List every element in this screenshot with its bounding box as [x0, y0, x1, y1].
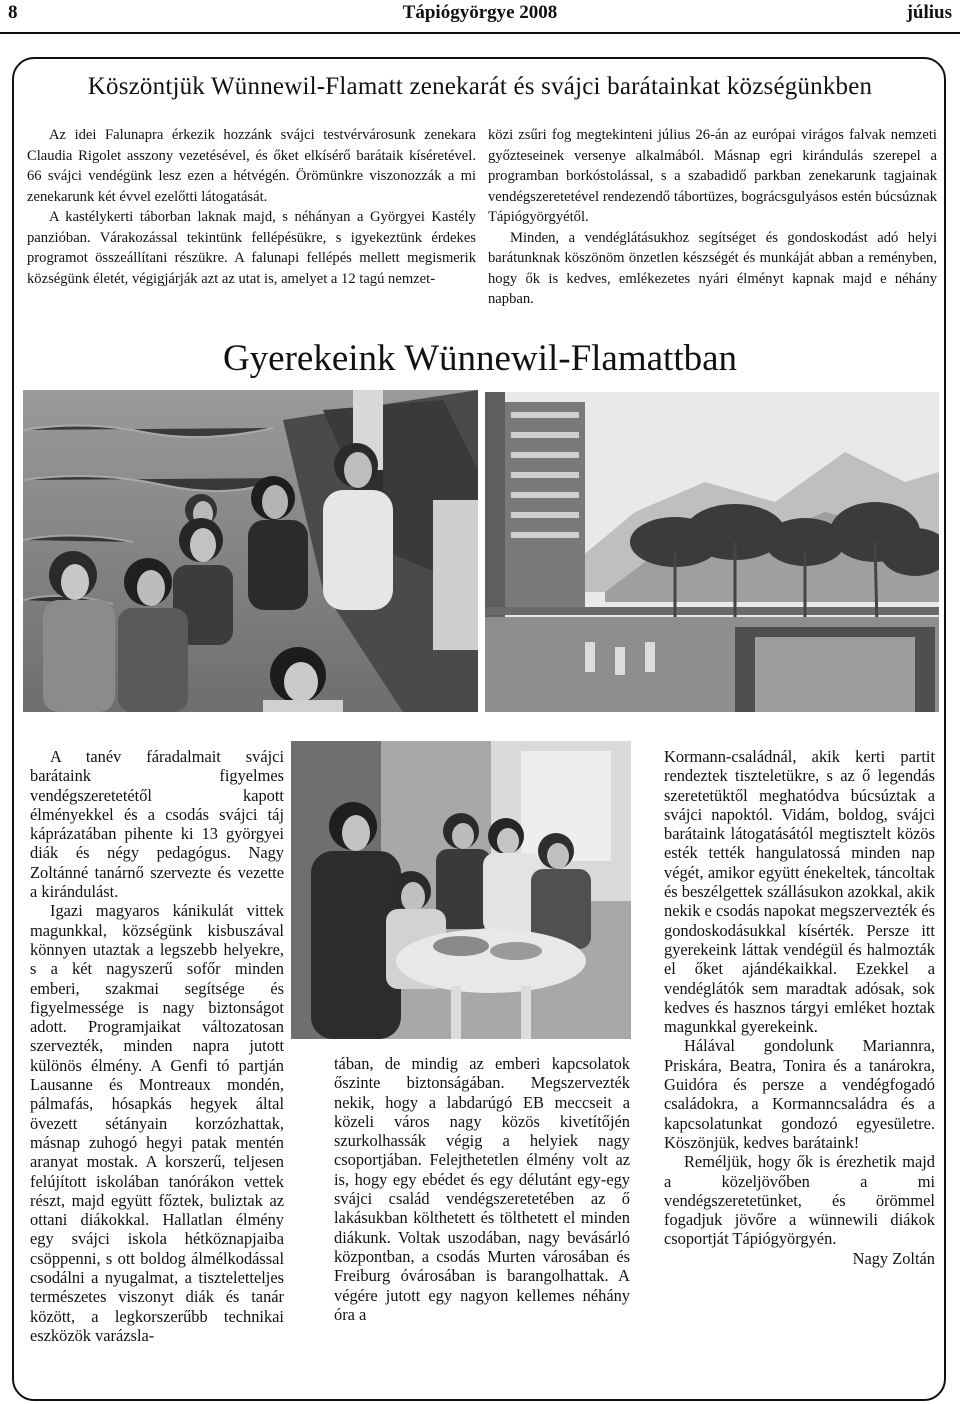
article2-title: Gyerekeink Wünnewil-Flamattban	[222, 338, 738, 379]
article2-column-2	[334, 1054, 630, 1324]
lakeside-town-palms-photo	[485, 392, 939, 712]
article1-paragraph: közi zsűri fog megtekinteni július 26-án az európai virágos falvak nemzeti győzteseinek versenye alkalmából. Másnap egri kirándulás szerepel a programban borkóstolással, s a szabadidő parkban zenekarunk tagjainak vendégszeretetével rendezendő tábortüzes, bográcsgulyásos estén búcsúznak Tápiógyörgyétől.	[488, 127, 937, 225]
article2-column-1	[30, 747, 284, 1345]
article2-paragraph: Hálával gondolunk Mariannra, Priskára, Beatra, Tonira és a tanárokra, Guidóra és persze a vendégfogadó családokra, a Kormanncsaládra és a kapcsolatunkat gondozó egyesületre. Köszönjük, kedves barátaink!	[664, 1036, 935, 1152]
header-rule	[0, 32, 960, 34]
article2-paragraph: tában, de mindig az emberi kapcsolatok őszinte biztonságában. Megszervezték nekik, hogy a labdarúgó EB meccseit a közeli város nagy közös kivetítőjén szurkolhassák végig a helyiek nagy csoportjában. Felejthetetlen élmény volt az is, hogy egy ebédet és egy délutánt egy-egy svájci család vendégszeretetében az ő lakásukban költhetett és tölthetett el minden diákunk. Voltak uszodában, nagy bevásárló központban, a csodás Murten városában és Freiburg óvárosában is barangolhattak. A végére jutott egy nagyon kellemes néhány óra a	[334, 1054, 630, 1324]
publication-title: Tápiógyörgye 2008	[402, 2, 558, 23]
article1-left-column	[27, 125, 476, 289]
article1-paragraph: A kastélykerti táborban laknak majd, s néhányan a Györgyei Kastély panzióban. Várakozással tekintünk fellépésükre, s igyekeztünk érdekes programot összeállítani részükre. A falunapi fellépés mellett megismerik községünk életét, végigjárják azt az utat is, amelyet a 12 tagú nemzet-	[27, 209, 476, 287]
page-number: 8	[8, 2, 18, 23]
page-header	[0, 0, 960, 32]
article2-column-3	[664, 747, 935, 1268]
students-at-table-photo	[291, 741, 631, 1039]
issue-month: július	[906, 2, 952, 23]
article1-right-column	[488, 125, 937, 310]
article1-paragraph: Minden, a vendéglátásukhoz segítséget és gondoskodást adó helyi barátunknak köszönöm önzetlen készségét és munkáját abban a reményben, hogy ők is kedves, emlékezetes nyári élményt kapnak majd e néhány napban.	[488, 229, 937, 307]
girls-at-lakeside-photo	[23, 390, 478, 712]
article2-paragraph: Reméljük, hogy ők is érezhetik majd a közeljövőben a mi vendégszeretetünket, és örömmel fogadjuk jövőre a wünnewili diákok csoportját Tápiógyörgyén.	[664, 1152, 935, 1249]
author-signature: Nagy Zoltán	[852, 1248, 935, 1268]
article2-paragraph: A tanév fáradalmait svájci barátaink figyelmes vendégszeretetétől kapott élményekkel és a csodás svájci táj káprázatában pihente ki 13 györgyei diák és négy pedagógus. Nagy Zoltánné tanárnő szervezte és vezette a kirándulást.	[30, 747, 284, 902]
article2-paragraph: Igazi magyaros kánikulát vittek magunkkal, községünk kisbuszával könnyen utaztak a legszebb helyekre, s a két nagyszerű sofőr minden emberi, szakmai segítsége és figyelmessége is nagy biztonságot adott. Programjaikat változatosan szervezték, minden napra jutott különös élmény. A Genfi tó partján Lausanne és Montreaux mondén, pálmafás, hósapkás hegyek által övezett sétányain korzózhattak, másnap zuhogó hegyi patak mentén aranyat mostak. A korszerű, teljesen felújított iskolában tanórákon vettek részt, majd együtt főztek, buliztak az ottani diákokkal. Hallatlan élmény egy svájci iskola hétköznapjaiba csöppenni, s ott boldog álmélkodással csodálni a nyugalmat, a tiszteletteljes természetes viszonyt diák és tanár között, a legkorszerűbb technikai eszközök varázsla-	[30, 901, 284, 1345]
article2-paragraph: Kormann-családnál, akik kerti partit rendeztek tiszteletükre, s az ő legendás szeretetüktől meghatódva búcsúztak a svájci napoktól. Vidám, boldog, svájci barátaink látogatásától megtisztelt közös esték tették hangulatossá minden nap végét, amikor együtt énekeltek, táncoltak és beszélgettek szállásukon azokkal, akik nekik e csodás napokat megszervezték és gondoskodásukkal kísérték. Persze itt gyerekeink láttak vendégül és halmozták el őket ajándékaikkal. Ezekkel a vendéglátók sem maradtak adósak, sok kedves és hasznos tárgyi emléket hoztak magunkkal gyerekeink.	[664, 747, 935, 1037]
article1-title: Köszöntjük Wünnewil-Flamatt zenekarát és svájci barátainkat községünkben	[87, 73, 873, 100]
article1-paragraph: Az idei Falunapra érkezik hozzánk svájci testvérvárosunk zenekara Claudia Rigolet asszony vezetésével, és őket elkísérő barátaik kíséretével. 66 svájci vendégünk lesz ezen a hétvégén. Örömünkre viszonozzák a mi zenekarunk két évvel ezelőtti látogatását.	[27, 127, 476, 205]
